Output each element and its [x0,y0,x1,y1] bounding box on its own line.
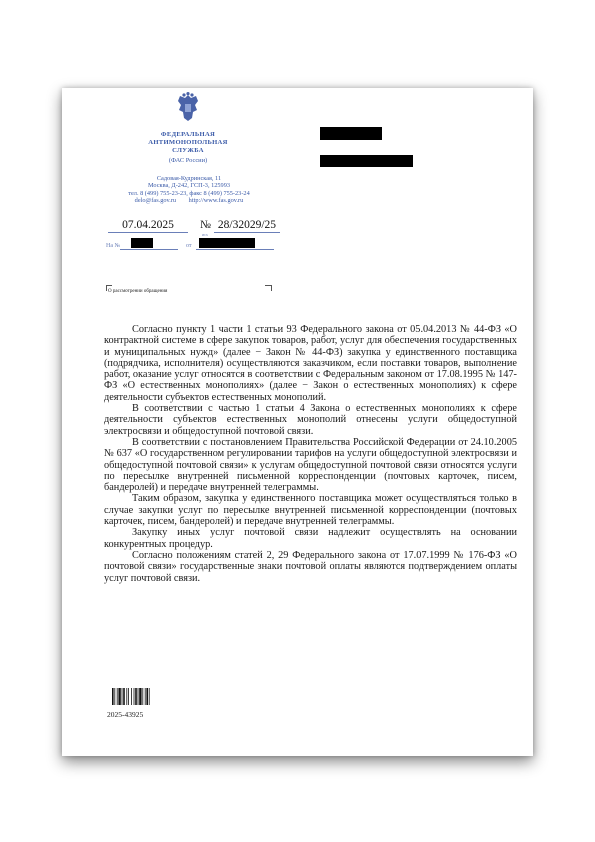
org-name [128,131,248,156]
registration-number: 28/32029/25 [214,219,280,233]
registration-number-subscript: исх [202,232,208,237]
body-paragraph-6: Согласно положениям статей 2, 29 Федерального закона от 17.07.1999 № 176-ФЗ «О почтовой связи» государственные знаки почтовой оплаты являются подтверждением оплаты услуг почтовой связи. [104,549,517,584]
org-name-line1: ФЕДЕРАЛЬНАЯ [160,131,216,138]
reference-date-field [196,249,274,250]
redaction-reference-date [199,238,255,248]
redaction-recipient-line1 [320,127,382,140]
barcode-number: 2025-43925 [107,710,144,719]
reference-number-label: На № [106,243,121,249]
address-line4: delo@fas.gov.ru http://www.fas.gov.ru [134,197,244,205]
russian-coat-of-arms-icon [175,92,201,124]
org-short-name: (ФАС России) [168,157,208,164]
letter-body [104,324,517,584]
body-paragraph-4: Таким образом, закупка у единственного поставщика может осуществляться только в случае закупки услуг по пересылке внутренней письменной корреспонденции (почтовых карточек, писем, бандеролей) и передаче внутренней телеграммы. [104,493,517,528]
body-paragraph-5: Закупку иных услуг почтовой связи надлежит осуществлять на основании конкурентных процедур. [104,527,517,550]
address-line3: тел. 8 (499) 755-23-23, факс 8 (499) 755-23-24 [128,189,250,197]
subject-line: О рассмотрении обращения [108,289,168,294]
body-paragraph-1: Согласно пункту 1 части 1 статьи 93 Федерального закона от 05.04.2013 № 44-ФЗ «О контрактной системе в сфере закупок товаров, работ, услуг для обеспечения государственных и муниципальных нужд» (далее − Закон № 44-ФЗ) закупка у единственного поставщика (подрядчика, исполнителя) осуществляются заказчиком, если поставки товаров, выполнение работ, оказание услуг относятся в соответствии с Федеральным законом от 17.08.1995 № 147-ФЗ «О естественных монополиях» (далее − Закон о естественных монополиях) к сфере деятельности субъектов естественных монополий. [104,324,517,403]
org-name-line2: АНТИМОНОПОЛЬНАЯ [148,139,228,147]
subject-corner-right-vertical [271,285,272,291]
reference-number-field [120,249,178,250]
reference-date-label: от [186,243,192,249]
registration-date: 07.04.2025 [108,219,188,233]
org-name-line3: СЛУЖБА [172,147,204,155]
registration-number-sign: № [200,219,211,231]
address-line2: Москва, Д-242, ГСП-3, 125993 [147,182,230,190]
org-address [104,175,274,205]
redaction-recipient-line2 [320,155,413,167]
barcode-icon [112,688,162,705]
subject-corner-right-horizontal [265,285,271,286]
subject-corner-left-horizontal [106,285,112,286]
body-paragraph-3: В соответствии с постановлением Правительства Российской Федерации от 24.10.2005 № 637 «О государственном регулировании тарифов на услуги общедоступной электросвязи и общедоступной почтовой связи» к услугам общедоступной почтовой связи относятся услуги по пересылке внутренней письменной корреспонденции (почтовых карточек, писем, бандеролей) и передаче внутренней телеграммы. [104,436,517,494]
redaction-reference-number [131,238,153,248]
body-paragraph-2: В соответствии с частью 1 статьи 4 Закона о естественных монополиях к сфере деятельности субъектов естественных монополий отнесены услуги общедоступной электросвязи и общедоступной почтовой связи. [104,403,517,437]
address-line1: Садовая-Кудринская, 11 [156,175,222,182]
